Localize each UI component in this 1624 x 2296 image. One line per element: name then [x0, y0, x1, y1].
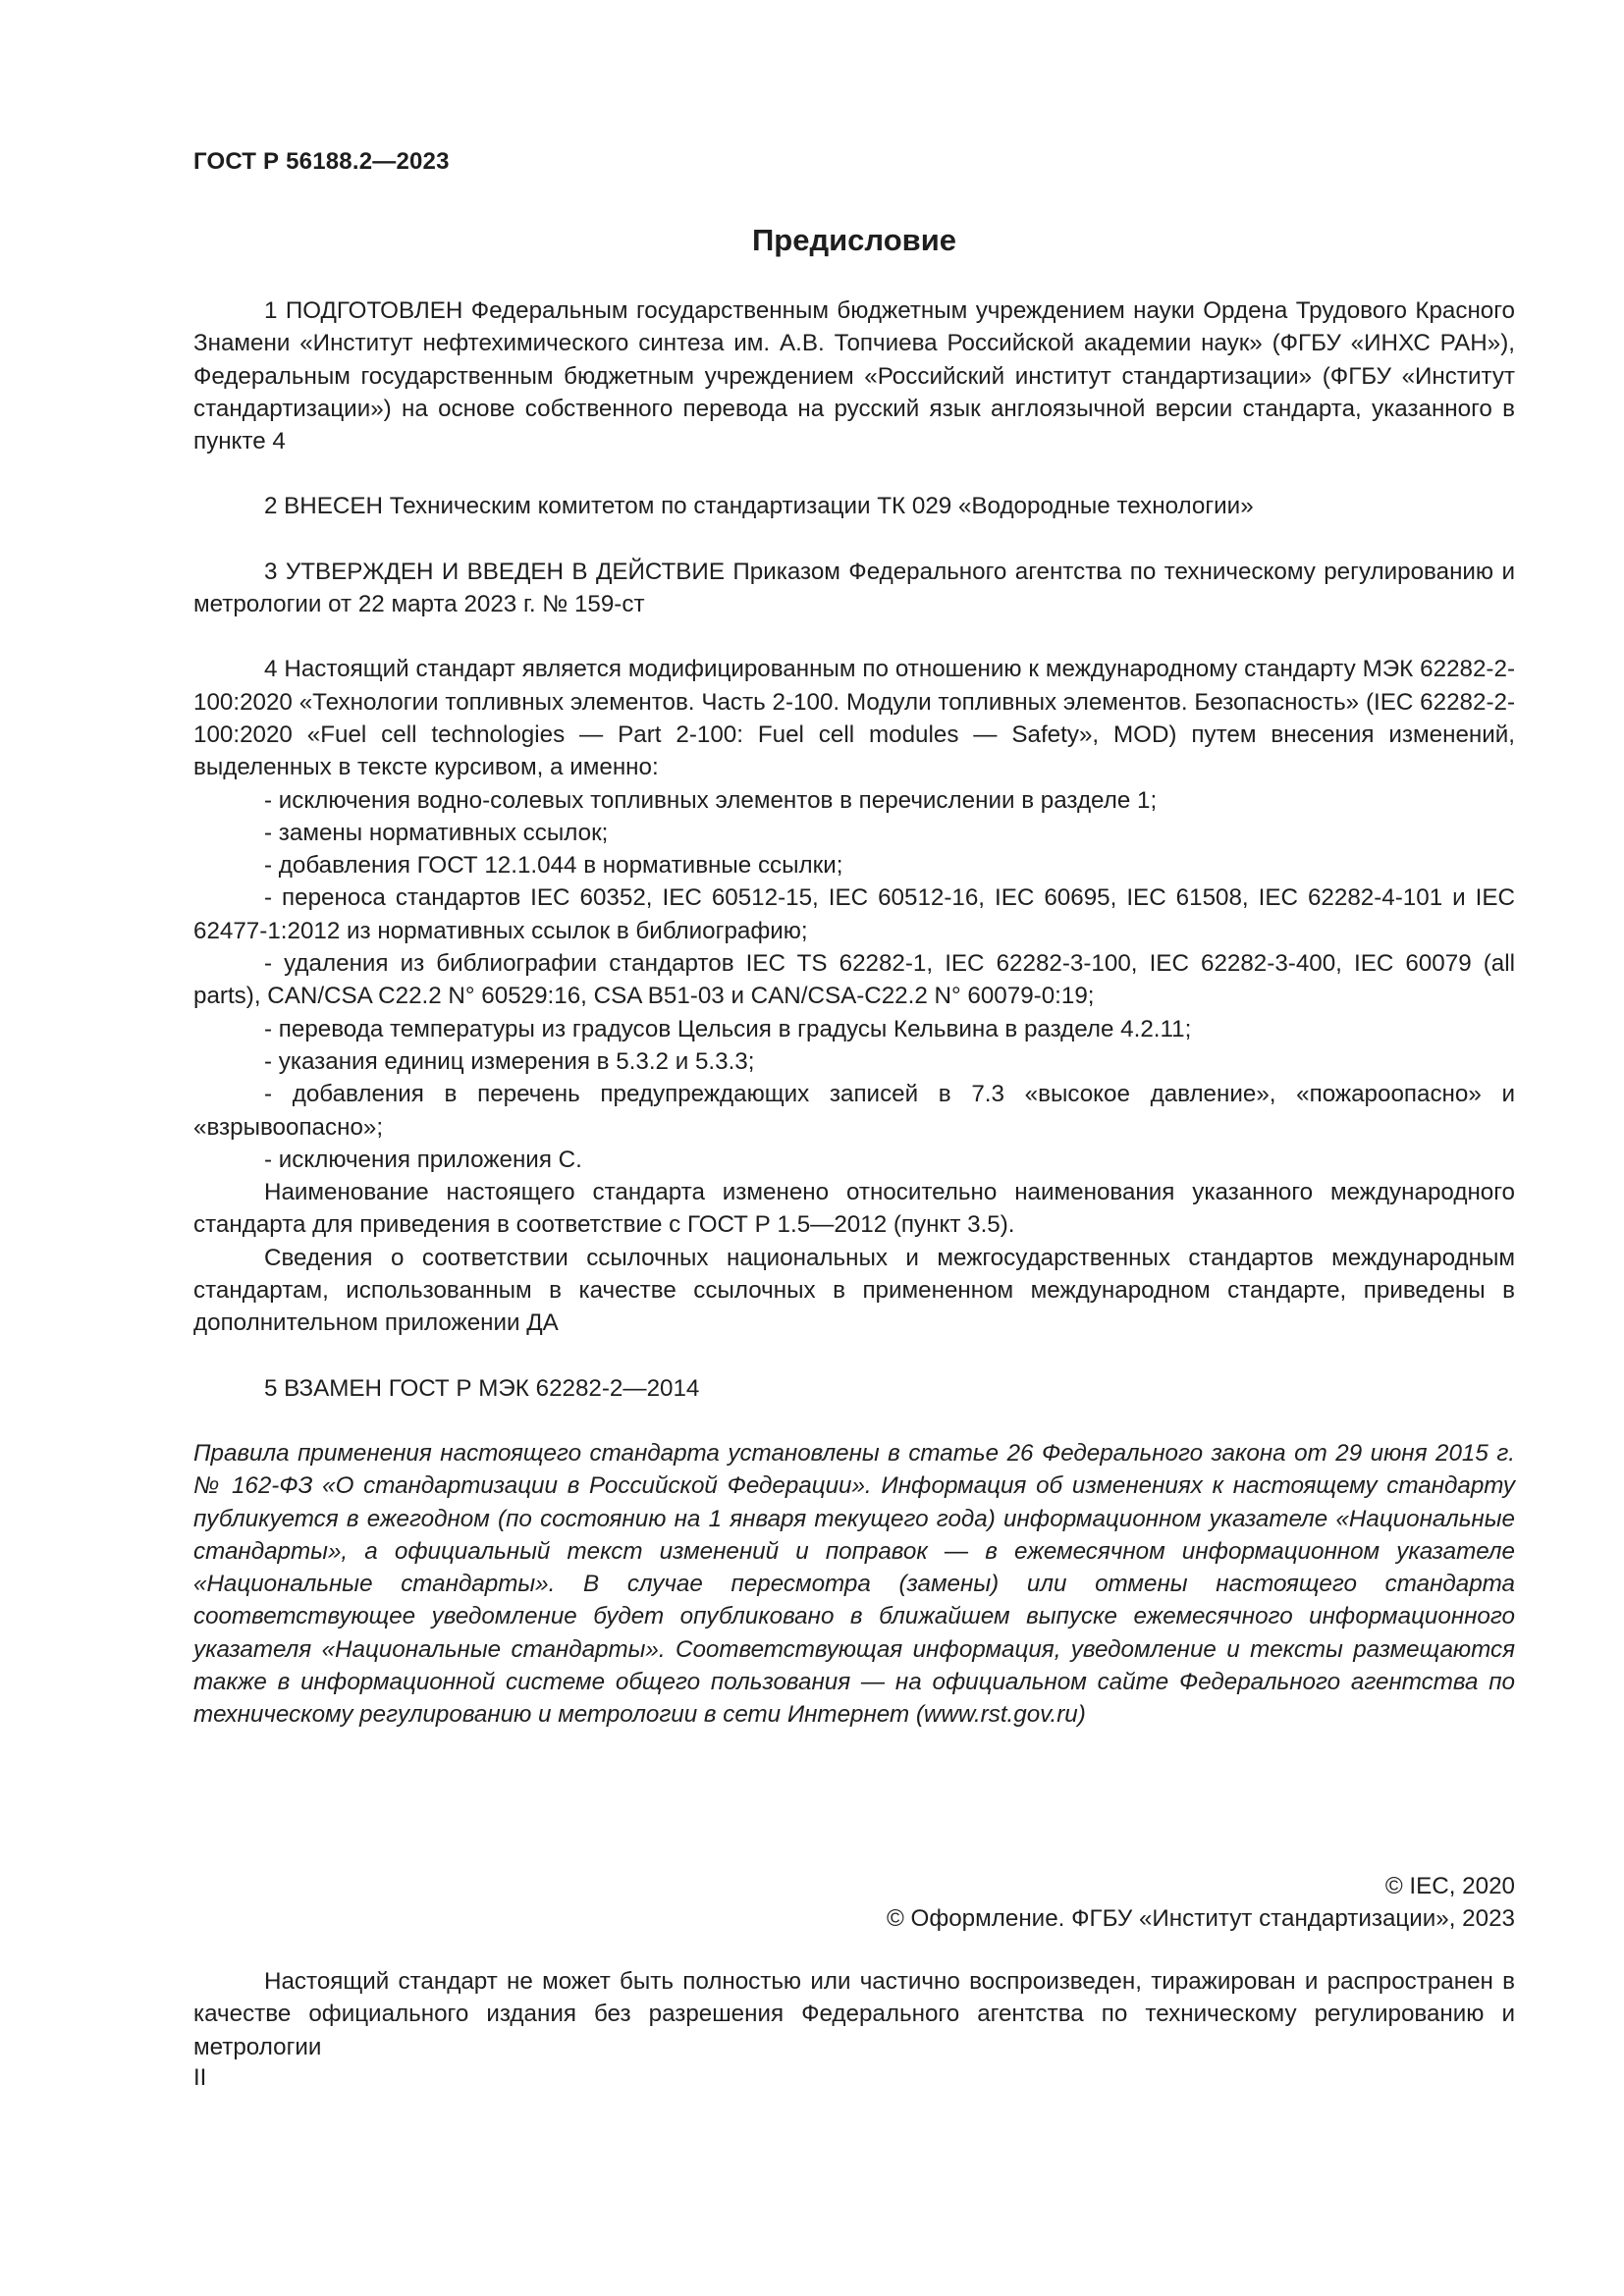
- reproduction-notice: Настоящий стандарт не может быть полностью или частично воспроизведен, тиражирован и распространен в качестве официального издания без разрешения Федерального агентства по техническому регулированию и метрологии: [193, 1968, 1515, 2060]
- list-item: - добавления ГОСТ 12.1.044 в нормативные ссылки;: [264, 852, 843, 880]
- paragraph-modification: 4 Настоящий стандарт является модифицированным по отношению к международному стандарту МЭК 62282-2-100:2020 «Технологии топливных элементов. Часть 2-100. Модули топливных элементов. Безопасность» (IEC 62282-2-100:2020 «Fuel cell technologies — Part 2-100: Fuel cell modules — Safety», MOD) путем внесения изменений, выделенных в тексте курсивом, а именно:: [193, 656, 1515, 781]
- paragraph-name-change: Наименование настоящего стандарта изменено относительно наименования указанного международного стандарта для приведения в соответствие с ГОСТ Р 1.5—2012 (пункт 3.5).: [193, 1179, 1515, 1239]
- paragraph-approved: 3 УТВЕРЖДЕН И ВВЕДЕН В ДЕЙСТВИЕ Приказом Федерального агентства по техническому регулированию и метрологии от 22 марта 2023 г. № 159-ст: [193, 558, 1515, 618]
- page-title: Предисловие: [751, 223, 956, 257]
- list-item: - исключения водно-солевых топливных элементов в перечислении в разделе 1;: [264, 786, 1158, 814]
- paragraph-replaces: 5 ВЗАМЕН ГОСТ Р МЭК 62282-2—2014: [264, 1374, 700, 1402]
- paragraph-application-rules: Правила применения настоящего стандарта установлены в статье 26 Федерального закона от 29 июня 2015 г. № 162-ФЗ «О стандартизации в Российской Федерации». Информация об изменениях к настоящему стандарту публикуется в ежегодном (по состоянию на 1 января текущего года) информационном указателе «Национальные стандарты», а официальный текст изменений и поправок — в ежемесячном информационном указателе «Национальные стандарты». В случае пересмотра (замены) или отмены настоящего стандарта соответствующее уведомление будет опубликовано в ближайшем выпуске ежемесячного информационного указателя «Национальные стандарты». Соответствующая информация, уведомление и тексты размещаются также в информационной системе общего пользования — на официальном сайте Федерального агентства по техническому регулированию и метрологии в сети Интернет (www.rst.gov.ru): [193, 1439, 1515, 1729]
- copyright-layout: © Оформление. ФГБУ «Институт стандартизации», 2023: [886, 1905, 1515, 1933]
- paragraph-reference-info: Сведения о соответствии ссылочных национальных и межгосударственных стандартов международным стандартам, использованным в качестве ссылочных в примененном международном стандарте, приведены в дополнительном приложении ДА: [193, 1244, 1515, 1337]
- copyright-iec: © IEC, 2020: [1384, 1873, 1515, 1899]
- list-item: - замены нормативных ссылок;: [264, 819, 609, 846]
- copyright-block: [193, 1870, 1515, 1936]
- paragraph-introduced-by: 2 ВНЕСЕН Техническим комитетом по стандартизации ТК 029 «Водородные технологии»: [264, 493, 1254, 520]
- list-item: - добавления в перечень предупреждающих записей в 7.3 «высокое давление», «пожароопасно» и «взрывоопасно»;: [193, 1081, 1515, 1141]
- list-item: - указания единиц измерения в 5.3.2 и 5.3.3;: [264, 1047, 755, 1075]
- page-number: II: [193, 2064, 207, 2091]
- paragraph-prepared-by: 1 ПОДГОТОВЛЕН Федеральным государственным бюджетным учреждением науки Ордена Трудового Красного Знамени «Институт нефтехимического синтеза им. А.В. Топчиева Российской академии наук» (ФГБУ «ИНХС РАН»), Федеральным государственным бюджетным учреждением «Российский институт стандартизации» (ФГБУ «Институт стандартизации») на основе собственного перевода на русский язык англоязычной версии стандарта, указанного в пункте 4: [193, 297, 1515, 455]
- list-item: - удаления из библиографии стандартов IEC TS 62282-1, IEC 62282-3-100, IEC 62282-3-400, IEC 60079 (all parts), CAN/CSA C22.2 N° 60529:16, CSA B51-03 и CAN/CSA-C22.2 N° 60079-0:19;: [193, 950, 1515, 1010]
- list-item: - перевода температуры из градусов Цельсия в градусы Кельвина в разделе 4.2.11;: [264, 1015, 1192, 1042]
- list-item: - исключения приложения С.: [264, 1146, 582, 1173]
- list-item: - переноса стандартов IEC 60352, IEC 60512-15, IEC 60512-16, IEC 60695, IEC 61508, IEC 62282-4-101 и IEC 62477-1:2012 из нормативных ссылок в библиографию;: [193, 884, 1515, 944]
- foreword-body: [193, 294, 1515, 1732]
- document-code-header: ГОСТ Р 56188.2—2023: [193, 148, 450, 175]
